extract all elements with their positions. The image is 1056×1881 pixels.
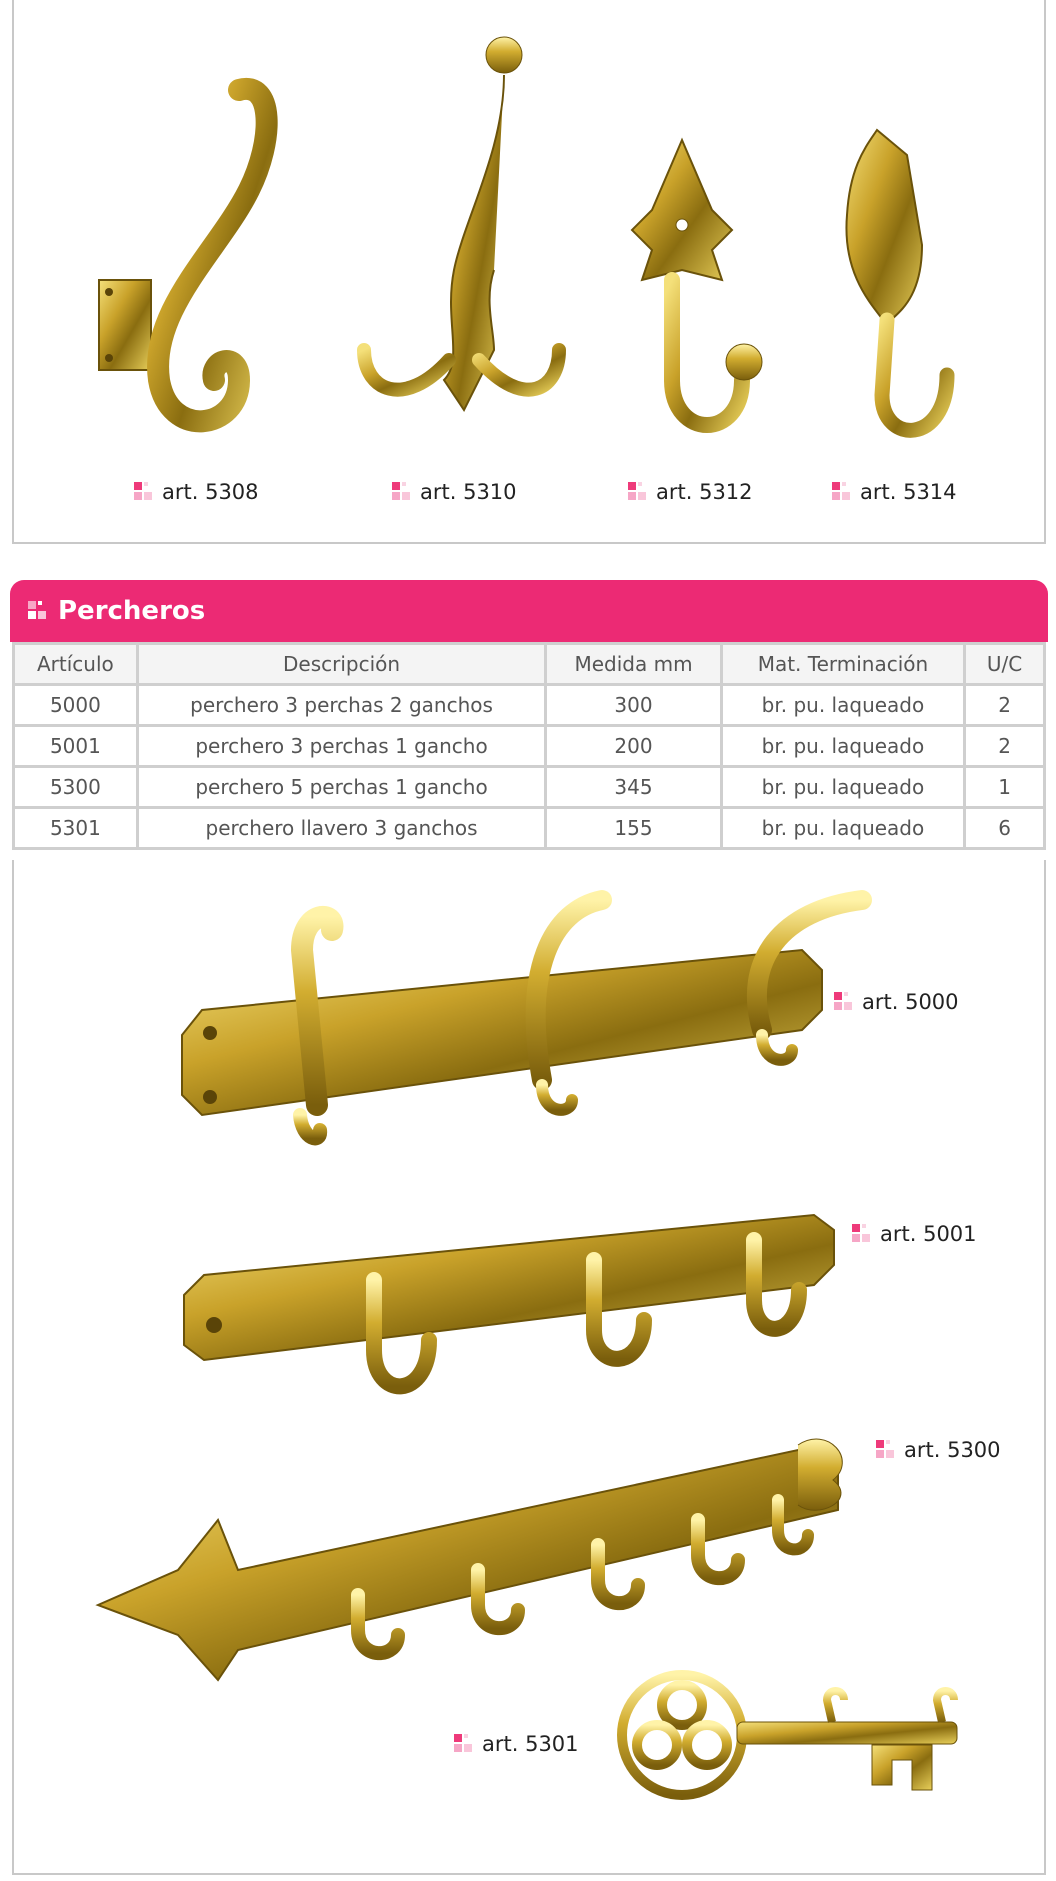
label-art-5001 bbox=[852, 1222, 977, 1246]
bullet-icon bbox=[852, 1224, 872, 1244]
cell-articulo: 5300 bbox=[14, 767, 138, 808]
cell-articulo: 5001 bbox=[14, 726, 138, 767]
table-header-row bbox=[14, 644, 1045, 685]
label-text: art. 5312 bbox=[656, 480, 753, 504]
bullet-icon bbox=[834, 992, 854, 1012]
cell-articulo: 5301 bbox=[14, 808, 138, 849]
hook-5312-image bbox=[612, 140, 782, 440]
key-5301-image bbox=[612, 1650, 992, 1820]
col-header-descripcion: Descripción bbox=[137, 644, 545, 685]
bullet-icon bbox=[28, 601, 48, 621]
label-text: art. 5314 bbox=[860, 480, 957, 504]
label-art-5301 bbox=[454, 1732, 579, 1756]
product-table bbox=[12, 642, 1046, 850]
hook-5310-image bbox=[344, 30, 574, 450]
label-art-5308 bbox=[134, 480, 259, 504]
cell-medida: 300 bbox=[546, 685, 722, 726]
label-text: art. 5301 bbox=[482, 1732, 579, 1756]
bullet-icon bbox=[876, 1440, 896, 1460]
col-header-medida: Medida mm bbox=[546, 644, 722, 685]
col-header-material: Mat. Terminación bbox=[721, 644, 964, 685]
hook-5314-image bbox=[832, 125, 972, 445]
cell-uc: 1 bbox=[965, 767, 1045, 808]
label-text: art. 5001 bbox=[880, 1222, 977, 1246]
label-art-5300 bbox=[876, 1438, 1001, 1462]
hook-5308-image bbox=[99, 80, 299, 440]
cell-uc: 2 bbox=[965, 685, 1045, 726]
rack-5001-image bbox=[174, 1210, 844, 1430]
label-text: art. 5000 bbox=[862, 990, 959, 1014]
cell-descripcion: perchero llavero 3 ganchos bbox=[137, 808, 545, 849]
label-text: art. 5300 bbox=[904, 1438, 1001, 1462]
table-row bbox=[14, 808, 1045, 849]
top-products-panel bbox=[12, 0, 1046, 544]
cell-articulo: 5000 bbox=[14, 685, 138, 726]
label-text: art. 5310 bbox=[420, 480, 517, 504]
bullet-icon bbox=[454, 1734, 474, 1754]
cell-descripcion: perchero 5 perchas 1 gancho bbox=[137, 767, 545, 808]
bullet-icon bbox=[832, 482, 852, 502]
label-art-5000 bbox=[834, 990, 959, 1014]
cell-descripcion: perchero 3 perchas 2 ganchos bbox=[137, 685, 545, 726]
rack-5000-image bbox=[162, 890, 882, 1190]
label-text: art. 5308 bbox=[162, 480, 259, 504]
cell-material: br. pu. laqueado bbox=[721, 685, 964, 726]
section-header bbox=[10, 580, 1048, 642]
label-art-5310 bbox=[392, 480, 517, 504]
cell-uc: 6 bbox=[965, 808, 1045, 849]
cell-descripcion: perchero 3 perchas 1 gancho bbox=[137, 726, 545, 767]
label-art-5312 bbox=[628, 480, 753, 504]
cell-material: br. pu. laqueado bbox=[721, 767, 964, 808]
cell-medida: 345 bbox=[546, 767, 722, 808]
table-row bbox=[14, 685, 1045, 726]
table-row bbox=[14, 767, 1045, 808]
section-title: Percheros bbox=[58, 596, 206, 626]
table-row bbox=[14, 726, 1045, 767]
col-header-articulo: Artículo bbox=[14, 644, 138, 685]
cell-material: br. pu. laqueado bbox=[721, 808, 964, 849]
bullet-icon bbox=[392, 482, 412, 502]
bullet-icon bbox=[134, 482, 154, 502]
col-header-uc: U/C bbox=[965, 644, 1045, 685]
cell-medida: 200 bbox=[546, 726, 722, 767]
cell-medida: 155 bbox=[546, 808, 722, 849]
bullet-icon bbox=[628, 482, 648, 502]
cell-material: br. pu. laqueado bbox=[721, 726, 964, 767]
cell-uc: 2 bbox=[965, 726, 1045, 767]
label-art-5314 bbox=[832, 480, 957, 504]
bottom-products-panel bbox=[12, 860, 1046, 1875]
